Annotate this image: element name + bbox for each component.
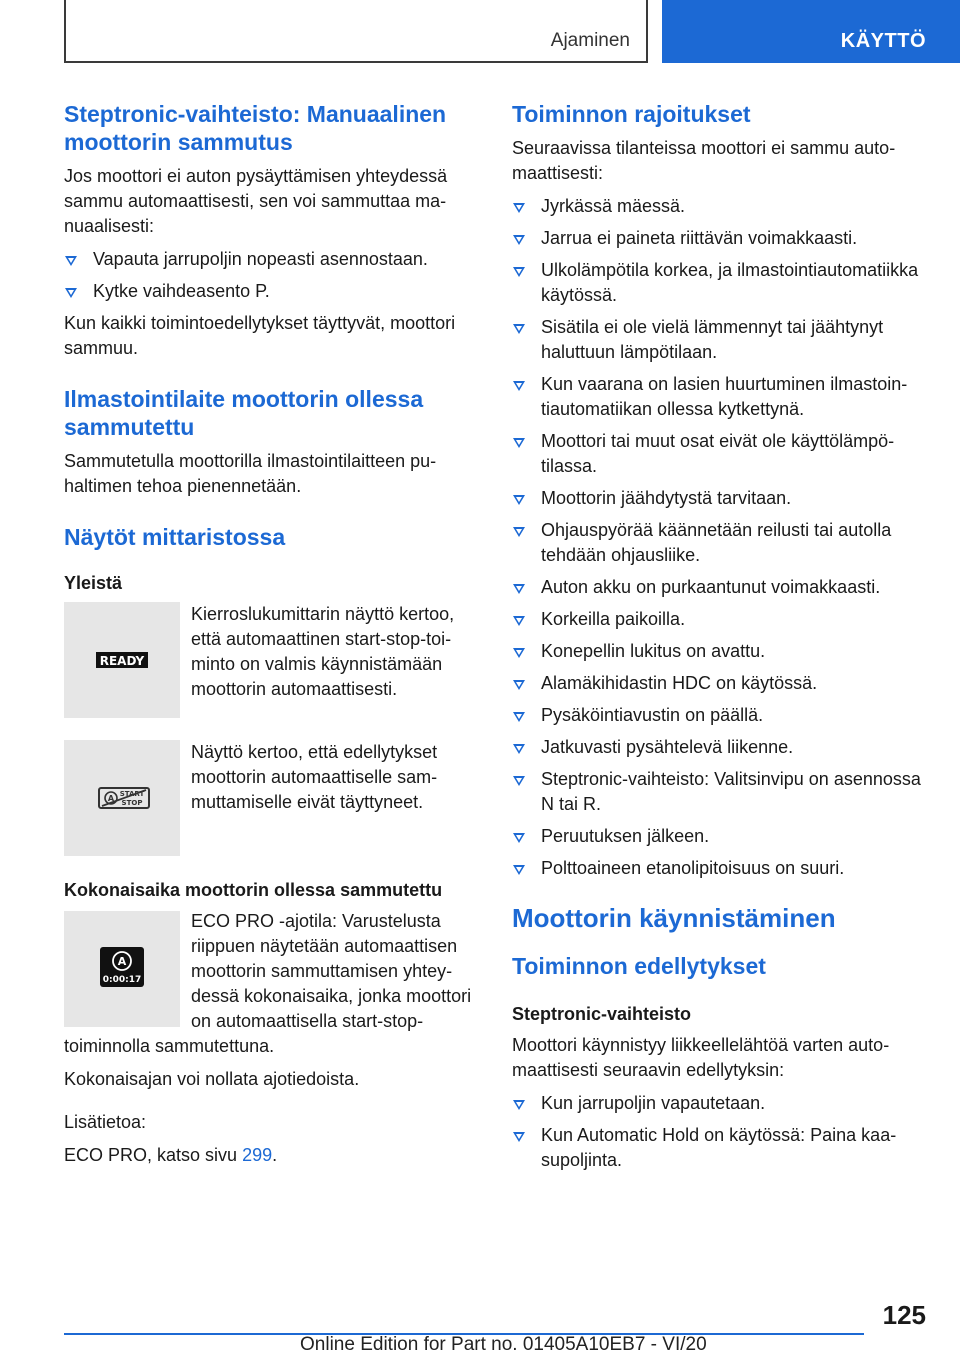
list-item: Vapauta jarrupoljin nopeasti asennostaan. bbox=[64, 247, 476, 272]
list-item: Korkeilla paikoilla. bbox=[512, 607, 932, 632]
paragraph: ECO PRO -ajotila: Varustelusta riippuen näytetään automaattisen moottorin sammuttamisen yhteydessä kokonaisaika, jonka moottori on automaattisella start-stop-toiminnolla sammutettuna. bbox=[64, 911, 472, 1056]
list-item: Alamäkihidastin HDC on käytössä. bbox=[512, 671, 932, 696]
left-column bbox=[64, 100, 476, 1176]
bullet-triangle-icon bbox=[513, 616, 525, 626]
page-number: 125 bbox=[882, 1300, 926, 1330]
heading-climate: Ilmastointilaite moottorin ollessa sammutettu bbox=[64, 386, 424, 440]
heading-displays: Näytöt mittaristossa bbox=[64, 524, 286, 550]
list-item: Ohjauspyörää käännetään reilusti tai autolla tehdään ohjausliike. bbox=[512, 518, 932, 568]
list-item: Konepellin lukitus on avattu. bbox=[512, 639, 932, 664]
bullet-triangle-icon bbox=[513, 235, 525, 245]
bullet-triangle-icon bbox=[513, 680, 525, 690]
list-item: Kytke vaihdeasento P. bbox=[64, 279, 476, 304]
bullet-triangle-icon bbox=[513, 381, 525, 391]
header-section-title: Ajaminen bbox=[550, 30, 630, 51]
heading-manual-shutdown: Steptronic-vaihteisto: Manuaalinen moottorin sammutus bbox=[64, 101, 447, 155]
bullet-triangle-icon bbox=[513, 712, 525, 722]
edition-text: Online Edition for Part no. 01405A10EB7 - VI/20 bbox=[300, 1334, 707, 1355]
bullet-list bbox=[512, 194, 932, 881]
bullet-triangle-icon bbox=[513, 776, 525, 786]
bullet-triangle-icon bbox=[513, 648, 525, 658]
list-item: Jarrua ei paineta riittävän voimakkaasti. bbox=[512, 226, 932, 251]
stop-label: STOP bbox=[121, 799, 143, 807]
list-item: Auton akku on purkaantunut voimakkaasti. bbox=[512, 575, 932, 600]
list-item: Moottori tai muut osat eivät ole käyttölämpötilassa. bbox=[512, 429, 932, 479]
bullet-triangle-icon bbox=[513, 438, 525, 448]
list-item: Kun Automatic Hold on käytössä: Paina kaasupoljinta. bbox=[512, 1123, 932, 1173]
list-item: Moottorin jäähdytystä tarvitaan. bbox=[512, 486, 932, 511]
bullet-triangle-icon bbox=[513, 324, 525, 334]
heading-limitations: Toiminnon rajoitukset bbox=[512, 101, 751, 127]
list-item: Pysäköintiavustin on päällä. bbox=[512, 703, 932, 728]
paragraph: Kun kaikki toimintoedellytykset täyttyvät, moottori sammuu. bbox=[64, 313, 456, 358]
paragraph: Jos moottori ei auton pysäyttämisen yhteydessä sammu automaattisesti, sen voi sammuttaa manuaalisesti: bbox=[64, 166, 448, 236]
list-item: Kun jarrupoljin vapautetaan. bbox=[512, 1091, 932, 1116]
svg-text:A: A bbox=[107, 794, 115, 803]
svg-text:A: A bbox=[117, 955, 127, 968]
list-item: Jatkuvasti pysähtelevä liikenne. bbox=[512, 735, 932, 760]
paragraph: Lisätietoa: bbox=[64, 1112, 147, 1132]
bullet-list bbox=[64, 247, 476, 304]
list-item: Sisätila ei ole vielä lämmennyt tai jäähtynyt haluttuun lämpötilaan. bbox=[512, 315, 932, 365]
bullet-triangle-icon bbox=[513, 1100, 525, 1110]
paragraph: Seuraavissa tilanteissa moottori ei sammu automaattisesti: bbox=[512, 138, 896, 183]
heading-engine-start: Moottorin käynnistäminen bbox=[512, 903, 836, 933]
right-column bbox=[512, 100, 932, 1180]
bullet-triangle-icon bbox=[513, 203, 525, 213]
paragraph: Moottori käynnistyy liikkeellelähtöä varten automaattisesti seuraavin edellytyksin: bbox=[512, 1035, 890, 1080]
bullet-triangle-icon bbox=[513, 495, 525, 505]
bullet-triangle-icon bbox=[65, 256, 77, 266]
bullet-triangle-icon bbox=[513, 865, 525, 875]
bullet-triangle-icon bbox=[513, 833, 525, 843]
subheading-steptronic: Steptronic-vaihteisto bbox=[512, 1004, 692, 1024]
bullet-triangle-icon bbox=[65, 288, 77, 298]
figure-ready-row bbox=[64, 602, 476, 720]
bullet-list bbox=[512, 1091, 932, 1173]
list-item: Peruutuksen jälkeen. bbox=[512, 824, 932, 849]
figure-startstop-row bbox=[64, 740, 476, 858]
page-link[interactable]: 299 bbox=[242, 1145, 273, 1165]
header-section-box bbox=[64, 0, 648, 63]
paragraph: Näyttö kertoo, että edellytykset moottorin automaattiselle sammuttamiselle eivät täyttyneet. bbox=[191, 742, 438, 812]
list-item: Kun vaarana on lasien huurtuminen ilmastointiautomatiikan ollessa kytkettynä. bbox=[512, 372, 932, 422]
header-chapter-tab: KÄYTTÖ bbox=[662, 0, 960, 63]
ready-label: READY bbox=[99, 654, 145, 668]
list-item: Ulkolämpötila korkea, ja ilmastointiautomatiikka käytössä. bbox=[512, 258, 932, 308]
paragraph: Sammutetulla moottorilla ilmastointilaitteen puhaltimen tehoa pienennetään. bbox=[64, 451, 437, 496]
subheading-total-time: Kokonaisaika moottorin ollessa sammutettu bbox=[64, 880, 443, 900]
paragraph-reference: ECO PRO, katso sivu 299. bbox=[64, 1145, 278, 1165]
bullet-triangle-icon bbox=[513, 584, 525, 594]
paragraph: Kokonaisajan voi nollata ajotiedoista. bbox=[64, 1069, 360, 1089]
heading-preconditions: Toiminnon edellytykset bbox=[512, 953, 766, 979]
bullet-triangle-icon bbox=[513, 267, 525, 277]
list-item: Steptronic-vaihteisto: Valitsinvipu on asennossa N tai R. bbox=[512, 767, 932, 817]
list-item: Polttoaineen etanolipitoisuus on suuri. bbox=[512, 856, 932, 881]
bullet-triangle-icon bbox=[513, 744, 525, 754]
subheading-general: Yleistä bbox=[64, 573, 123, 593]
paragraph: Kierroslukumittarin näyttö kertoo, että automaattinen start-stop-toiminto on valmis käynnistämään moottorin automaattisesti. bbox=[191, 604, 455, 699]
eco-pro-timer-image bbox=[64, 911, 180, 1027]
bullet-triangle-icon bbox=[513, 1132, 525, 1142]
timer-label: 0:00:17 bbox=[102, 975, 142, 985]
list-item: Jyrkässä mäessä. bbox=[512, 194, 932, 219]
bullet-triangle-icon bbox=[513, 527, 525, 537]
start-label: START bbox=[119, 790, 145, 798]
start-stop-display-image bbox=[64, 740, 180, 856]
ready-display-image bbox=[64, 602, 180, 718]
